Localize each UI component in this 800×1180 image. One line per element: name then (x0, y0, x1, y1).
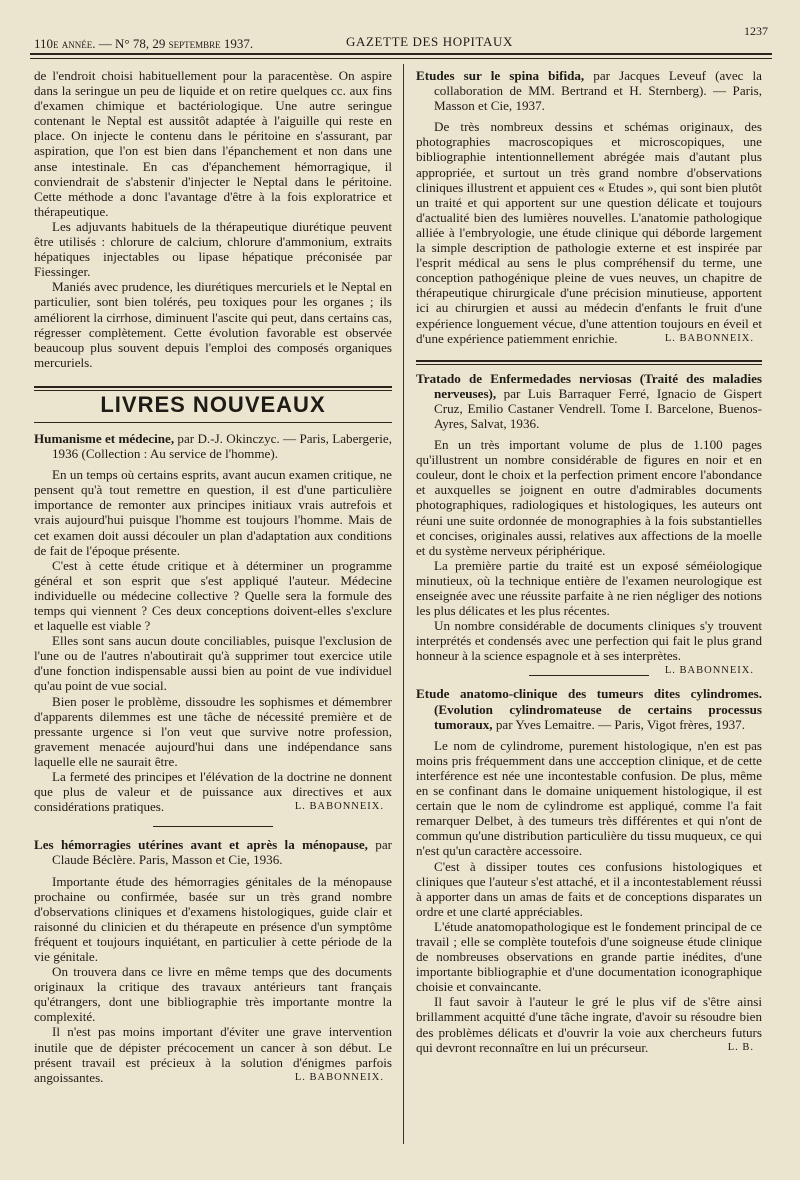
review-paragraph: La première partie du traité est un exposé séméiologique minutieux, où la technique entière de l'examen neurologique est enseignée avec une réussite parfaite à ne rien négliger des notions les plus délicates et les plus récentes. (416, 557, 762, 619)
review-paragraph (416, 994, 762, 1054)
review-paragraph (416, 119, 762, 345)
review-paragraph: On trouvera dans ce livre en même temps que des documents originaux la critique des travaux antérieurs tant français qu'étrangers, dont une bibliographie très importante montre la complexité. (34, 964, 392, 1025)
review-citation: par D.-J. Okinczyc. — Paris, Labergerie, 1936 (Collection : Au service de l'homme). (52, 430, 392, 462)
review-heading (34, 837, 392, 867)
review-paragraph: Importante étude des hémorragies génitales de la ménopause prochaine ou confirmée, basée sur un très grand nombre d'observations cliniques et d'examens histologiques, guide clair et raisonné du clinicien et du thérapeute en présence d'un symptôme fréquent et toujours inquiétant, en particulier à cette période de la vie génitale. (34, 873, 392, 964)
book-review (416, 686, 762, 1054)
review-heading (416, 68, 762, 113)
publication-title: GAZETTE DES HOPITAUX (346, 34, 513, 49)
review-paragraph: En un très important volume de plus de 1.100 pages qu'illustrent un nombre considérable de figures en noir et en couleur, dont le choix et la perfection priment encore l'abondance et auxquelles se joignent en outre d'admirables documents photographiques, radiologiques et histologiques, les auteurs ont réuni une suite ordonnée de monographies à la fois substantielles et concises, originales aussi, relatives aux affections de la moelle et du système nerveux périphérique. (416, 437, 762, 558)
header-rule-thin (30, 58, 772, 59)
review-paragraph: Bien poser le problème, dissoudre les sophismes et démembrer d'apparents dilemmes est une tâche de nécessité première et de pressante urgence si l'on veut que survive notre profession, gravement menacée aujourd'hui dans une indépendance sans laquelle elle ne saurait être. (34, 693, 392, 769)
review-separator (153, 826, 273, 827)
book-review (416, 370, 762, 677)
review-signature: L. BABONNEIX. (664, 332, 754, 344)
review-signature: L. B. (727, 1041, 754, 1053)
review-paragraph: L'étude anatomopathologique est le fondement principal de ce travail ; elle se complète toutefois d'une soigneuse étude clinique de nombreuses observations en grande partie inédites, d'une importante bibliographie et d'une documentation iconographique choisie et convaincante. (416, 918, 762, 995)
review-signature: L. BABONNEIX. (294, 801, 384, 813)
header-rule (30, 53, 772, 55)
review-paragraph (34, 769, 392, 814)
review-signature: L. BABONNEIX. (294, 1071, 384, 1083)
review-paragraph-text: De très nombreux dessins et schémas originaux, des photographies macroscopiques et microscopiques, une bibliographie intentionnellement abrégée mais d'autant plus appropriée, et surtout un très grand nombre d'observations cliniques illustrent et appuient ces « Etudes », qui sont bien plutôt un traité et qui apportent sur une question délicate et toujours d'actualité bien des lumières nouvelles. L'anatomie pathologique alliée à l'embryologie, une étude clinique qui déborde largement la simple description de pathologie externe et est inspirée par l'esprit médical au sens le plus compréhensif du terme, une conception pathogénique pleine de vues neuves, un chapitre de thérapeutique chirurgicale d'une précision minutieuse, apportent ici au chirurgien et aussi au médecin d'enfants le fruit d'une expérience longuement vécue, d'une attention toujours en éveil et d'une expérience patiemment enrichie. (416, 119, 762, 346)
review-paragraph-text: Il faut savoir à l'auteur le gré le plus vif de s'être ainsi brillamment acquitté d'une tâche ingrate, d'avoir su résoudre bien des problèmes délicats et d'ouvrir la voie aux chercheurs futurs qui devront reconnaître en lui un précurseur. (416, 994, 762, 1055)
left-column (34, 68, 392, 1085)
review-paragraph: Elles sont sans aucun doute conciliables, puisque l'exclusion de l'une ou de l'autres n'aboutirait qu'à supprimer tout exercice utile d'une fonction indispensable aussi bien au point de vue individuel qu'au point de vue social. (34, 633, 392, 694)
review-paragraph-text: Il n'est pas moins important d'éviter une grave intervention inutile que de dépister précocement un cancer à son début. Le présent travail est précieux à la solution d'énigmes parfois angoissantes. (34, 1024, 392, 1085)
column-divider (403, 64, 404, 1144)
book-review (416, 68, 762, 346)
review-heading (416, 686, 762, 731)
article-paragraph: de l'endroit choisi habituellement pour la paracentèse. On aspire dans la seringue un peu de liquide et on retire quelques cc. aux fins d'examen chimique et bactériologique. Une autre seringue contenant le Neptal est aussitôt adaptée à l'aiguille qui reste en place. On injecte le contenu dans le péritoine en s'assurant, par aspiration, que l'on est bien dans l'épanchement et non dans une anse intestinale. En cas d'épanchement hémorragique, il conviendrait de s'abstenir d'injecter le Neptal dans le péritoine. Cette méthode a donc l'avantage d'être à la fois exploratrice et thérapeutique. (34, 68, 392, 219)
section-rule-thin (34, 390, 392, 391)
section-rule (34, 386, 392, 388)
review-rule (416, 360, 762, 362)
issue-info: 110e année. — N° 78, 29 septembre 1937. (34, 36, 254, 51)
review-paragraph: Le nom de cylindrome, purement histologique, n'en est pas moins pris fréquemment dans une accception clinique, et de cette interférence est née une incontestable confusion. De plus, même en se confinant dans le domaine uniquement histologique, il est certain que le nom de cylindrome est appliqué, comme l'a fait remarquer Delbet, à des tumeurs très différentes et qui n'ont de commun qu'une distribution particulière du tissu muqueux, ce qui n'est qu'un caractère accessoire. (416, 737, 762, 859)
review-paragraph-text: Un nombre considérable de documents cliniques s'y trouvent interprétés et condensés avec une perfection qui fait le plus grand honneur à la science espagnole et à ses interprètes. (416, 618, 762, 664)
book-review (34, 837, 392, 1085)
review-title: Les hémorragies utérines avant et après la ménopause, (34, 837, 368, 853)
review-citation: par Yves Lemaitre. — Paris, Vigot frères, 1937. (492, 716, 745, 732)
review-separator (529, 675, 649, 676)
review-paragraph: En un temps où certains esprits, avant aucun examen critique, ne pensent qu'à tout remettre en question, il est d'une particulière importance de remonter aux principes initiaux vrais autrefois et vrais aujourd'hui puisque l'homme est toujours l'homme. Mais de cet examen doit aussi découler un plan d'adaptation aux conditions de fait de l'époque présente. (34, 467, 392, 558)
review-rule-thin (416, 364, 762, 365)
review-title: Tratado de Enfermedades nerviosas (Traité des maladies nerveuses), (416, 370, 762, 401)
section-title-rule (34, 422, 392, 423)
review-paragraph-text: La fermeté des principes et l'élévation de la doctrine ne donnent que plus de valeur et de puissance aux directives et aux considérations pratiques. (34, 769, 392, 815)
review-heading (416, 371, 762, 431)
book-review (34, 431, 392, 814)
article-paragraph: Maniés avec prudence, les diurétiques mercuriels et le Neptal en particulier, sont bien tolérés, peu toxiques pour les organes ; ils améliorent la cirrhose, diminuent l'ascite qui peut, dans certains cas, régresser complètement. Cette évolution favorable est observée beaucoup plus souvent depuis l'emploi des composés organiques mercuriels. (34, 279, 392, 370)
section-title: LIVRES NOUVEAUX (100, 391, 326, 417)
review-paragraph: C'est à cette étude critique et à déterminer un programme général et son esprit que s'est appliqué l'auteur. Médecine individuelle ou médecine collective ? Quelle sera la formule des temps qui viennent ? Ces deux conceptions doivent-elles s'exclure et laquelle est viable ? (34, 557, 392, 634)
review-title: Etude anatomo-clinique des tumeurs dites cylindromes. (Evolution cylindromateuse de certains processus tumoraux, (416, 686, 762, 732)
page-header (30, 24, 772, 52)
article-paragraph: Les adjuvants habituels de la thérapeutique diurétique peuvent être utilisés : chlorure de calcium, chlorure d'ammonium, extraits hépatiques injectables ou lipase hépatique préconisée par Fiessinger. (34, 218, 392, 280)
review-citation: par Claude Béclère. Paris, Masson et Cie, 1936. (52, 837, 392, 868)
review-heading (34, 431, 392, 461)
review-signature: L. BABONNEIX. (664, 665, 754, 677)
review-paragraph (34, 1024, 392, 1084)
right-column (416, 68, 762, 1055)
review-paragraph (416, 618, 762, 677)
review-citation: par Jacques Leveuf (avec la collaboration de MM. Bertrand et H. Sternberg). — Paris, Masson et Cie, 1937. (434, 68, 762, 114)
review-title: Humanisme et médecine, (34, 430, 175, 446)
review-citation: par Luis Barraquer Ferré, Ignacio de Gispert Cruz, Emilio Castaner Vendrell. Tome I. Barcelone, Buenos-Ayres, Salvat, 1936. (434, 385, 762, 431)
review-title: Etudes sur le spina bifida, (416, 68, 585, 83)
page-number: 1237 (744, 24, 768, 38)
review-paragraph: C'est à dissiper toutes ces confusions histologiques et cliniques que l'auteur s'est attaché, et il a incontestablement réussi à apporter dans un amas de faits et de conceptions disparates un ordre et une clarté appréciables. (416, 858, 762, 919)
